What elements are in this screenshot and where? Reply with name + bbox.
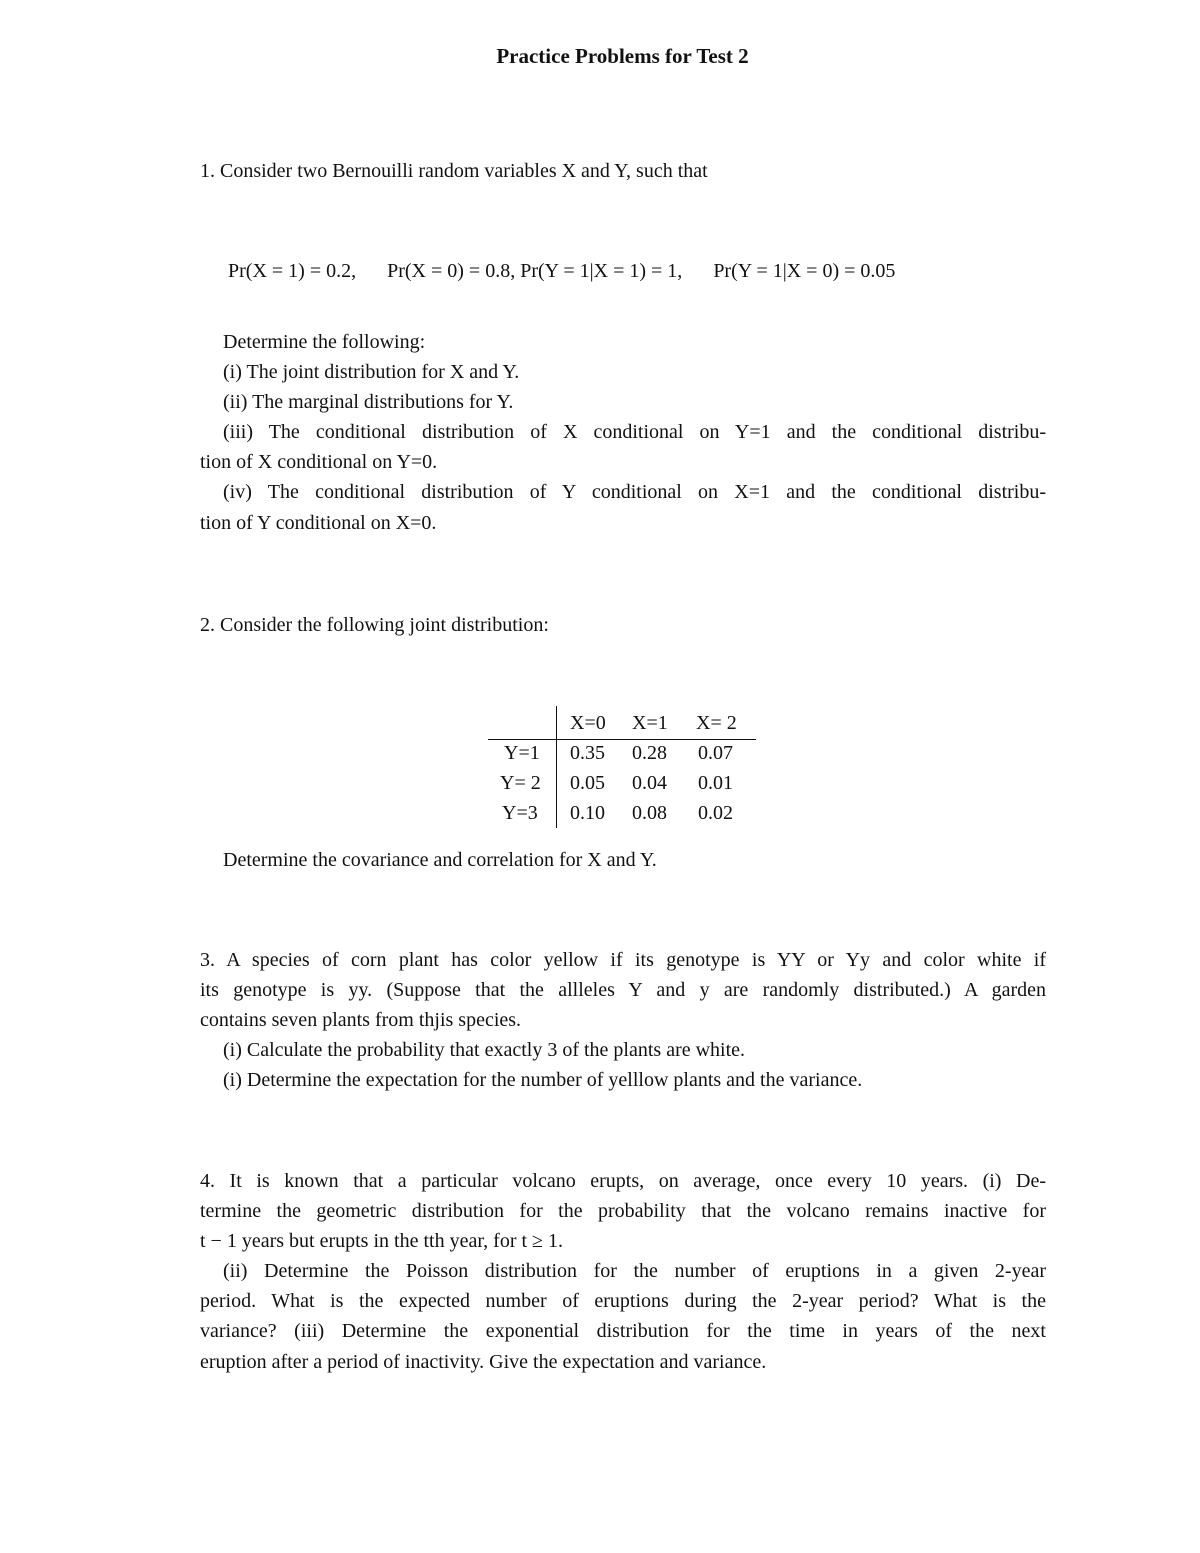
formula-part-1: Pr(X = 1) = 0.2,: [228, 260, 357, 282]
problem-2-question: Determine the covariance and correlation for X and Y.: [223, 849, 657, 871]
table-cell: 0.28: [632, 742, 667, 764]
problem-4-line: termine the geometric distribution for the probability that the volcano remains inactive for: [200, 1200, 1046, 1223]
table-cell: 0.04: [632, 772, 667, 794]
problem-3-line: (i) Determine the expectation for the number of yelllow plants and the variance.: [223, 1069, 863, 1092]
problem-4-line: (ii) Determine the Poisson distribution for the number of eruptions in a given 2-year: [223, 1260, 1046, 1283]
problem-4-line: t − 1 years but erupts in the tth year, for t ≥ 1.: [200, 1230, 564, 1253]
problem-1-line: (ii) The marginal distributions for Y.: [223, 391, 514, 414]
problem-1-formula: [228, 260, 895, 283]
problem-4-line: period. What is the expected number of eruptions during the 2-year period? What is the: [200, 1290, 1046, 1313]
page-title: Practice Problems for Test 2: [496, 44, 749, 68]
problem-1-line: (iv) The conditional distribution of Y conditional on X=1 and the conditional distribu-: [223, 481, 1046, 504]
problem-1-line: Determine the following:: [223, 331, 426, 353]
problem-1-line: tion of Y conditional on X=0.: [200, 511, 437, 534]
problem-3-line: contains seven plants from thjis species.: [200, 1009, 522, 1032]
problem-2-intro: 2. Consider the following joint distribution:: [200, 614, 549, 636]
problem-4-line: variance? (iii) Determine the exponential distribution for the time in years of the next: [200, 1320, 1046, 1343]
problem-4-text: [200, 1166, 1046, 1377]
problem-3-line: 3. A species of corn plant has color yellow if its genotype is YY or Yy and color white if: [200, 949, 1046, 971]
table-cell: 0.08: [632, 802, 667, 824]
col-header-x0: X=0: [570, 712, 606, 734]
problem-1-line: (i) The joint distribution for X and Y.: [223, 361, 520, 384]
problem-1-line: (iii) The conditional distribution of X conditional on Y=1 and the conditional distribu-: [223, 421, 1046, 444]
table-cell: 0.10: [570, 802, 605, 824]
formula-part-3: Pr(Y = 1|X = 0) = 0.05: [713, 260, 896, 282]
row-label-y2: Y= 2: [500, 772, 541, 794]
table-horizontal-rule: [488, 739, 756, 740]
problem-1-line: tion of X conditional on Y=0.: [200, 451, 438, 474]
joint-distribution-table: [488, 706, 756, 828]
formula-part-2: Pr(X = 0) = 0.8, Pr(Y = 1|X = 1) = 1,: [387, 260, 683, 282]
table-cell: 0.05: [570, 772, 605, 794]
table-vertical-rule: [556, 706, 557, 828]
table-cell: 0.07: [698, 742, 733, 764]
table-cell: 0.02: [698, 802, 733, 824]
row-label-y1: Y=1: [504, 742, 540, 764]
table-cell: 0.01: [698, 772, 733, 794]
problem-4-line: 4. It is known that a particular volcano erupts, on average, once every 10 years. (i) De-: [200, 1170, 1046, 1192]
col-header-x2: X= 2: [696, 712, 737, 734]
problem-1-intro: 1. Consider two Bernouilli random variables X and Y, such that: [200, 160, 708, 182]
table-cell: 0.35: [570, 742, 605, 764]
col-header-x1: X=1: [632, 712, 668, 734]
problem-1-questions: [200, 327, 1046, 538]
problem-3-line: (i) Calculate the probability that exactly 3 of the plants are white.: [223, 1039, 746, 1062]
row-label-y3: Y=3: [502, 802, 538, 824]
problem-4-line: eruption after a period of inactivity. Give the expectation and variance.: [200, 1350, 767, 1373]
problem-3-line: its genotype is yy. (Suppose that the allleles Y and y are randomly distributed.) A garden: [200, 979, 1046, 1002]
problem-3-text: [200, 945, 1046, 1095]
